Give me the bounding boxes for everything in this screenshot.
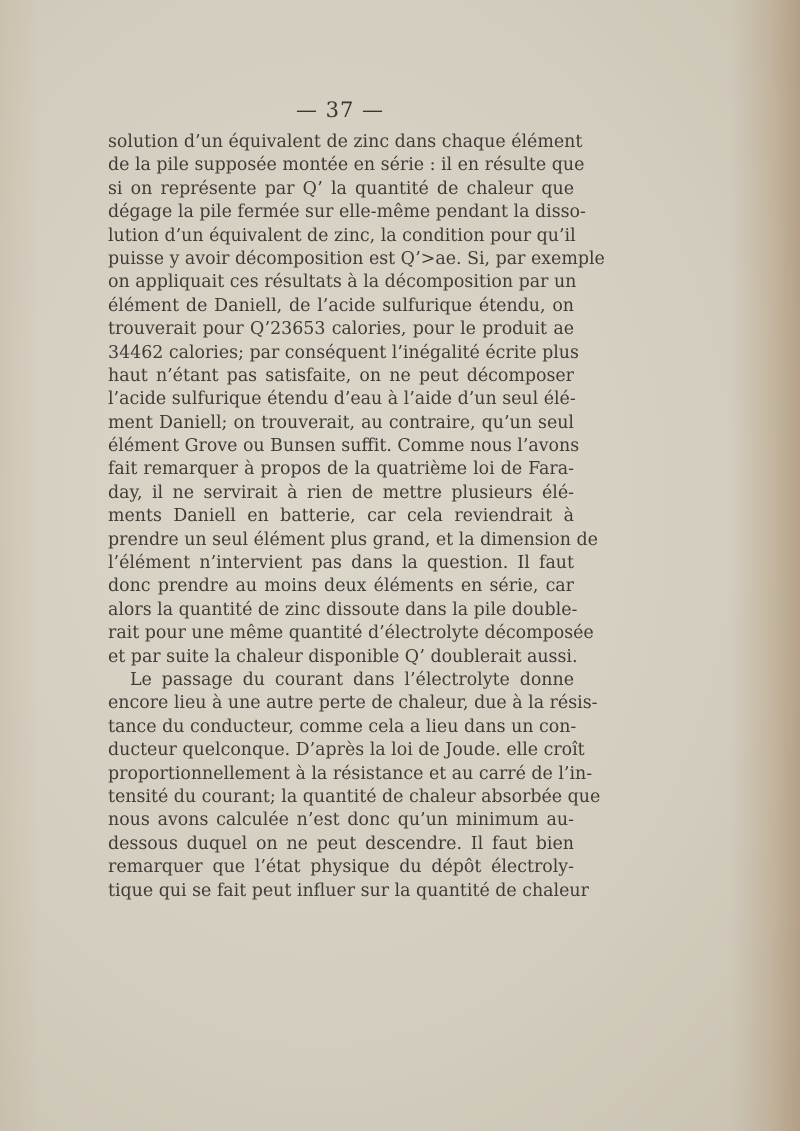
text-line: proportionnellement à la résistance et au carré de l’in- bbox=[108, 763, 593, 784]
text-line: day, il ne servirait à rien de mettre plusieurs élé- bbox=[108, 482, 574, 503]
page-number: — 37 — bbox=[295, 98, 385, 122]
text-line: prendre un seul élément plus grand, et la dimension de bbox=[108, 529, 598, 550]
text-line: l’élément n’intervient pas dans la question. Il faut bbox=[108, 553, 574, 574]
text-line: rait pour une même quantité d’électrolyte décomposée bbox=[108, 623, 594, 644]
text-line: 34462 calories; par conséquent l’inégalité écrite plus bbox=[108, 342, 579, 363]
text-line: tance du conducteur, comme cela a lieu dans un con- bbox=[108, 716, 577, 737]
text-line: encore lieu à une autre perte de chaleur, due à la résis- bbox=[108, 693, 598, 714]
text-line: fait remarquer à propos de la quatrième loi de Fara- bbox=[108, 459, 574, 480]
text-line: alors la quantité de zinc dissoute dans la pile double- bbox=[108, 599, 578, 620]
page-shadow-left bbox=[0, 0, 40, 1131]
text-line: lution d’un équivalent de zinc, la condition pour qu’il bbox=[108, 225, 576, 246]
text-line: tique qui se fait peut influer sur la quantité de chaleur bbox=[108, 880, 589, 901]
text-line: l’acide sulfurique étendu d’eau à l’aide d’un seul élé- bbox=[108, 389, 576, 410]
text-line: ments Daniell en batterie, car cela reviendrait à bbox=[108, 506, 574, 527]
text-line: ment Daniell; on trouverait, au contraire, qu’un seul bbox=[108, 412, 574, 433]
text-line: donc prendre au moins deux éléments en série, car bbox=[108, 576, 574, 597]
text-line: solution d’un équivalent de zinc dans chaque élément bbox=[108, 132, 583, 152]
text-line: de la pile supposée montée en série : il en résulte que bbox=[108, 155, 585, 176]
text-line: nous avons calculée n’est donc qu’un minimum au- bbox=[108, 810, 574, 831]
text-line: tensité du courant; la quantité de chaleur absorbée que bbox=[108, 786, 601, 807]
text-line: Le passage du courant dans l’électrolyte donne bbox=[130, 669, 574, 690]
text-line: remarquer que l’état physique du dépôt électroly- bbox=[108, 857, 574, 878]
text-line: dégage la pile fermée sur elle-même pendant la disso- bbox=[108, 202, 586, 223]
text-line: dessous duquel on ne peut descendre. Il faut bien bbox=[108, 833, 574, 854]
body-text bbox=[108, 131, 605, 903]
text-line: trouverait pour Q’23653 calories, pour le produit ae bbox=[108, 319, 574, 340]
text-line: puisse y avoir décomposition est Q’>ae. Si, par exemple bbox=[108, 248, 605, 269]
text-line: si on représente par Q’ la quantité de chaleur que bbox=[108, 178, 574, 199]
text-line: élément de Daniell, de l’acide sulfurique étendu, on bbox=[108, 295, 574, 316]
text-line: on appliquait ces résultats à la décomposition par un bbox=[108, 272, 577, 293]
text-line: ducteur quelconque. D’après la loi de Joude. elle croît bbox=[108, 740, 585, 761]
text-line: haut n’étant pas satisfaite, on ne peut décomposer bbox=[108, 365, 574, 386]
text-line: et par suite la chaleur disponible Q’ doublerait aussi. bbox=[108, 646, 578, 667]
page-shadow-right bbox=[730, 0, 800, 1131]
text-line: élément Grove ou Bunsen suffit. Comme nous l’avons bbox=[108, 436, 580, 457]
